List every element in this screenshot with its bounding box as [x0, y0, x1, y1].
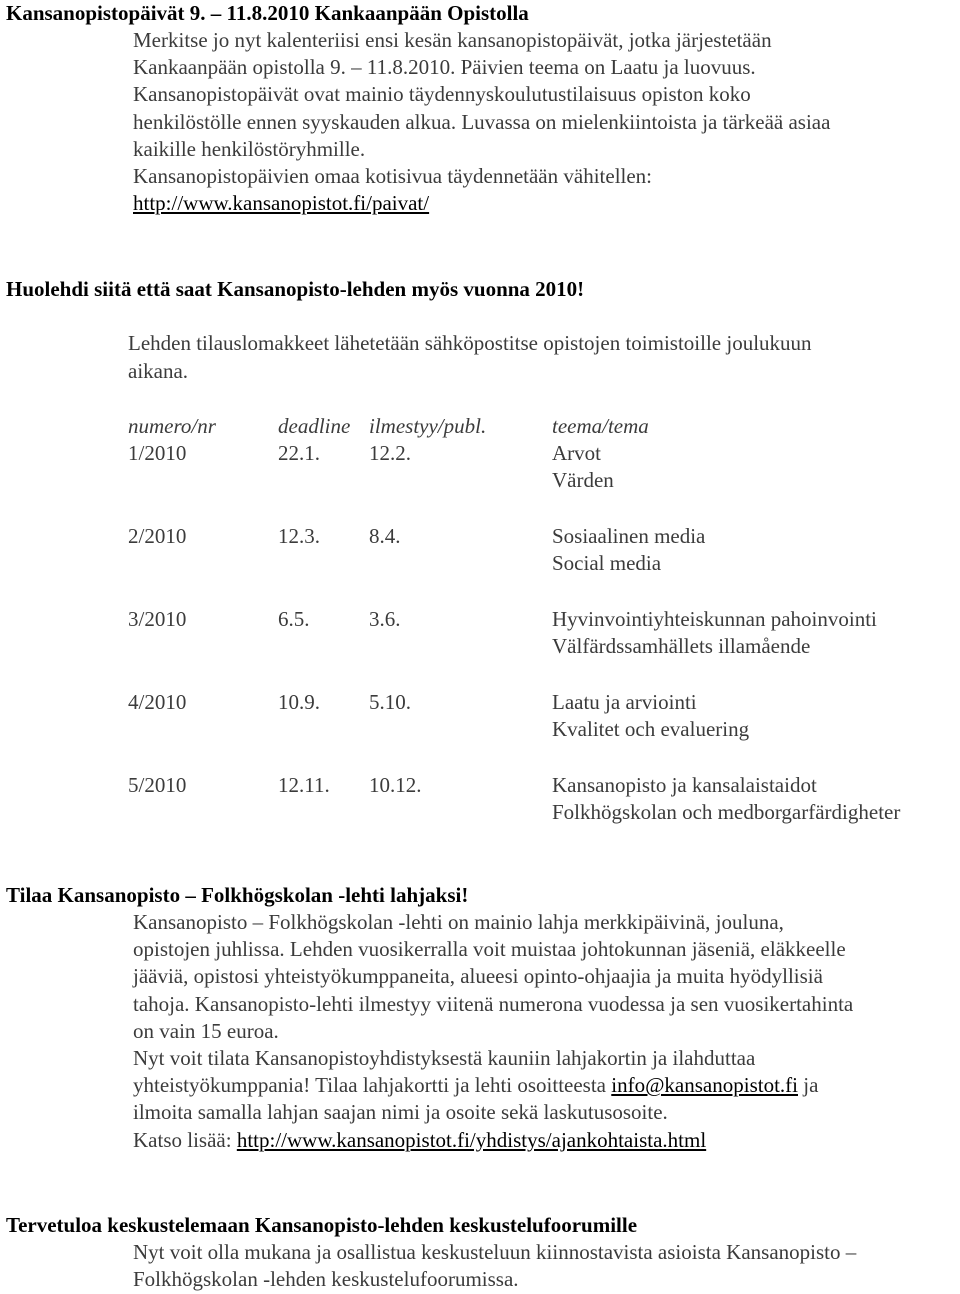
header-deadline: deadline	[278, 414, 351, 438]
row-deadline: 10.9.	[278, 690, 320, 714]
table-row	[128, 771, 958, 799]
row-tema-sv: Folkhögskolan och medborgarfärdigheter	[552, 800, 901, 824]
heading-kansanopistopaivat: Kansanopistopäivät 9. – 11.8.2010 Kankaanpään Opistolla	[6, 1, 529, 25]
row-tema-fi: Hyvinvointiyhteiskunnan pahoinvointi	[552, 607, 877, 631]
lehti-text: Lehden tilauslomakkeet lähetetään sähköpostitse opistojen toimistoille joulukuun aikana.	[128, 331, 812, 383]
table-row-sv	[128, 632, 958, 660]
header-numero: numero/nr	[128, 414, 216, 438]
lehti-paragraph	[128, 330, 954, 385]
row-tema-sv: Värden	[552, 468, 614, 492]
row-nr: 3/2010	[128, 607, 187, 631]
row-deadline: 12.3.	[278, 524, 320, 548]
row-tema-sv: Social media	[552, 551, 662, 575]
table-row	[128, 522, 958, 550]
row-tema-fi: Kansanopisto ja kansalaistaidot	[552, 773, 817, 797]
foorumi-paragraph	[133, 1239, 953, 1293]
tilaa-text-2	[133, 1045, 953, 1127]
tilaa-text-2-before: Nyt voit tilata Kansanopistoyhdistyksestä kauniin lahjakortin ja ilahduttaa yhteistyökumppania! Tilaa lahjakortti ja lehti osoitteesta	[133, 1046, 756, 1098]
ajankohtaista-link[interactable]: http://www.kansanopistot.fi/yhdistys/ajankohtaista.html	[236, 1127, 707, 1152]
row-nr: 4/2010	[128, 690, 187, 714]
header-ilmestyy: ilmestyy/publ.	[369, 414, 487, 438]
row-tema-fi: Arvot	[552, 441, 601, 465]
heading-lehti-2010: Huolehdi siitä että saat Kansanopisto-lehden myös vuonna 2010!	[6, 277, 585, 301]
heading-tilaa-lahjaksi: Tilaa Kansanopisto – Folkhögskolan -lehti lahjaksi!	[6, 883, 469, 907]
table-row	[128, 439, 958, 467]
heading-keskustelufoorumi: Tervetuloa keskustelemaan Kansanopisto-lehden keskustelufoorumille	[6, 1213, 638, 1237]
more-label: Katso lisää:	[133, 1127, 237, 1152]
table-row-sv	[128, 466, 958, 494]
row-deadline: 12.11.	[278, 773, 330, 797]
paivat-paragraph	[133, 27, 953, 217]
row-tema-fi: Sosiaalinen media	[552, 524, 706, 548]
header-teema: teema/tema	[552, 414, 649, 438]
row-deadline: 6.5.	[278, 607, 310, 631]
email-link[interactable]: info@kansanopistot.fi	[611, 1073, 798, 1098]
table-row-sv	[128, 715, 958, 743]
table-row-sv	[128, 798, 958, 826]
schedule-header-row	[128, 412, 958, 440]
tilaa-text-1: Kansanopisto – Folkhögskolan -lehti on mainio lahja merkkipäivinä, jouluna, opistojen juhlissa. Lehden vuosikerralla voit muistaa johtokunnan jäseniä, eläkkeelle jääviä, opistosi yhteistyökumppaneita, alueesi opinto-ohjaajia ja muita hyödyllisiä tahoja. Kansanopisto-lehti ilmestyy viitenä numerona vuodessa ja sen vuosikertahinta on vain 15 euroa.	[133, 910, 854, 1043]
paivat-text: Merkitse jo nyt kalenteriisi ensi kesän kansanopistopäivät, jotka järjestetään Kankaanpään opistolla 9. – 11.8.2010. Päivien teema on Laatu ja luovuus. Kansanopistopäivät ovat mainio täydennyskoulutustilaisuus opiston koko henkilöstölle ennen syyskauden alkua. Luvassa on mielenkiintoista ja tärkeää asiaa kaikille henkilöstöryhmille. Kansanopistopäivien omaa kotisivua täydennetään vähitellen:	[133, 28, 831, 189]
tilaa-text-2-after: ja ilmoita samalla lahjan saajan nimi ja osoite sekä laskutusosoite.	[133, 1073, 819, 1125]
row-nr: 2/2010	[128, 524, 187, 548]
tilaa-paragraph	[133, 909, 953, 1154]
table-row	[128, 688, 958, 716]
row-publ: 10.12.	[369, 773, 422, 797]
row-publ: 8.4.	[369, 524, 401, 548]
row-publ: 5.10.	[369, 690, 411, 714]
paivat-link[interactable]: http://www.kansanopistot.fi/paivat/	[133, 191, 430, 216]
table-row-sv	[128, 549, 958, 577]
row-nr: 5/2010	[128, 773, 187, 797]
row-nr: 1/2010	[128, 441, 187, 465]
row-publ: 12.2.	[369, 441, 411, 465]
row-deadline: 22.1.	[278, 441, 320, 465]
row-tema-fi: Laatu ja arviointi	[552, 690, 697, 714]
tilaa-more	[133, 1127, 953, 1154]
row-publ: 3.6.	[369, 607, 401, 631]
row-tema-sv: Kvalitet och evaluering	[552, 717, 750, 741]
table-row	[128, 605, 958, 633]
row-tema-sv: Välfärdssamhällets illamående	[552, 634, 811, 658]
foorumi-text: Nyt voit olla mukana ja osallistua keskusteluun kiinnostavista asioista Kansanopisto – Folkhögskolan -lehden keskustelufoorumissa.	[133, 1240, 857, 1292]
